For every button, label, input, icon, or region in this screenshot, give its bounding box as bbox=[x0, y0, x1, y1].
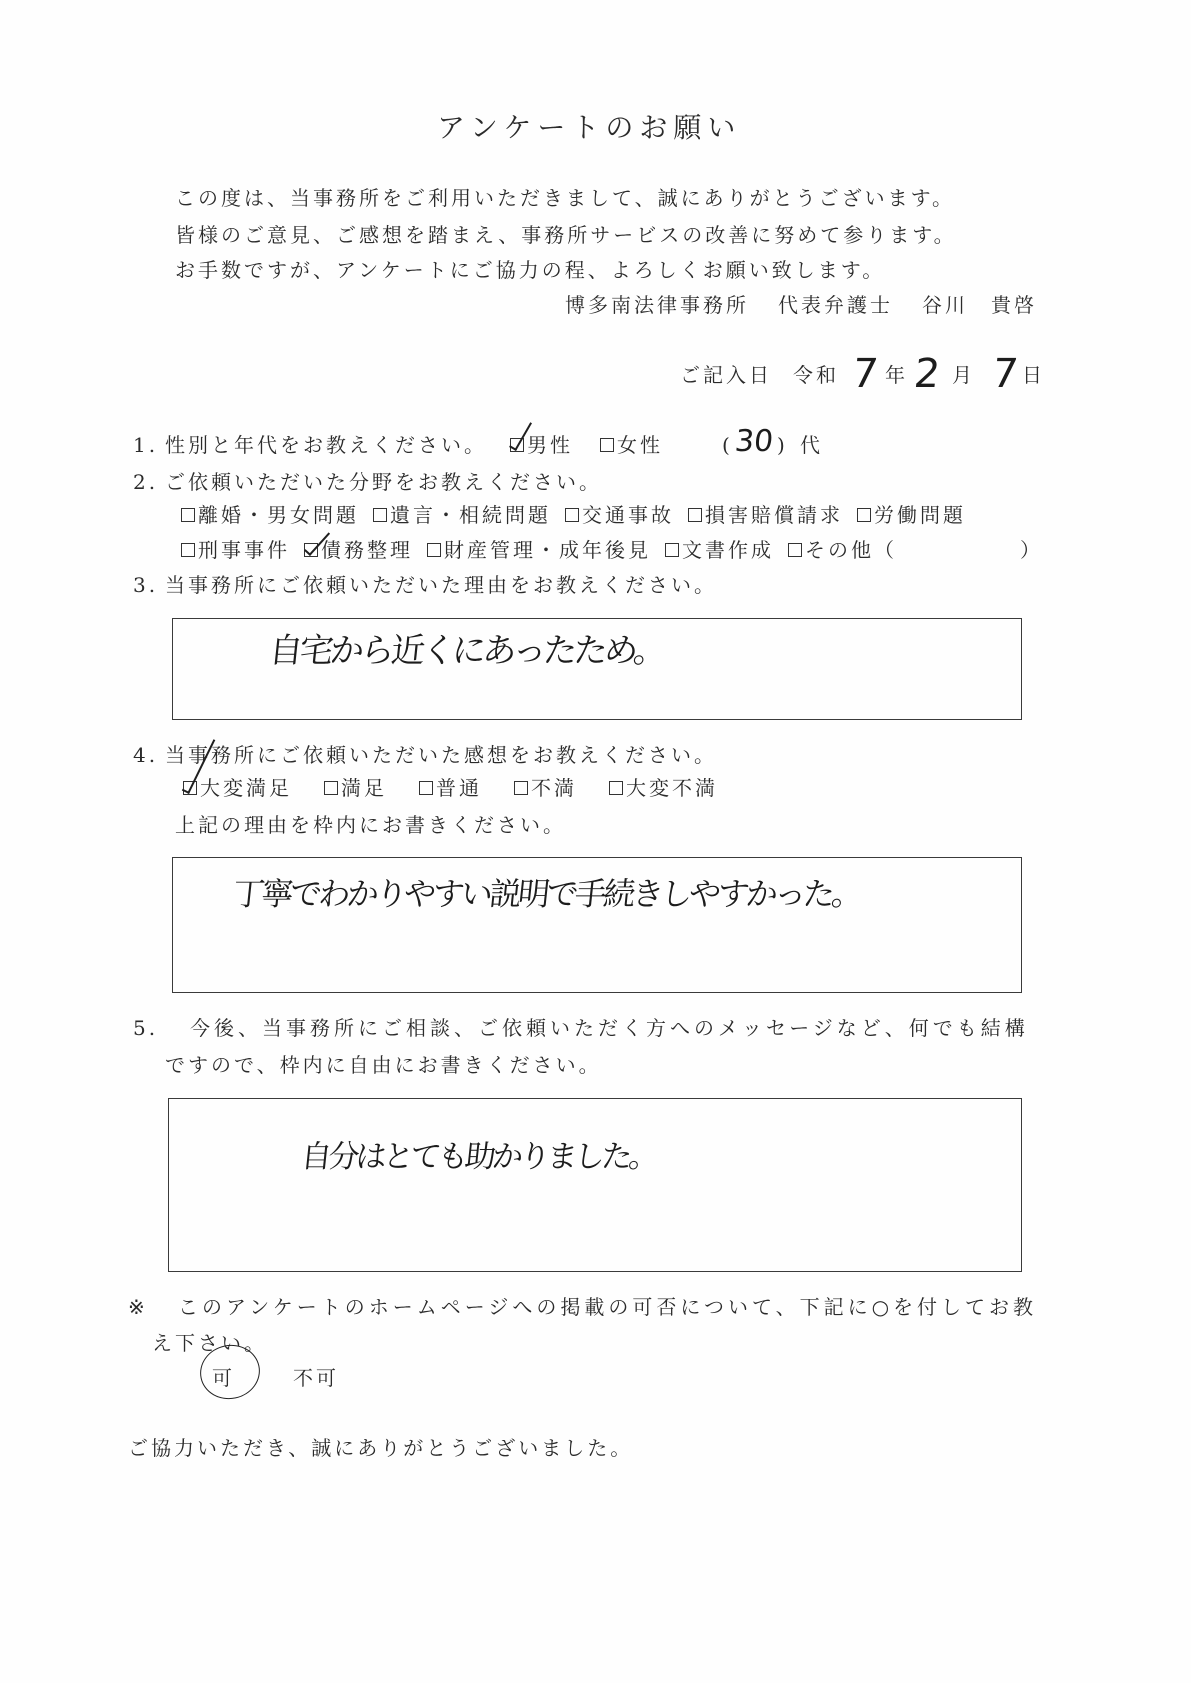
option-label: 財産管理・成年後見 bbox=[444, 538, 651, 562]
answer-text: 丁寧でわかりやすい説明で手続きしやすかった。 bbox=[231, 875, 863, 913]
option-label: 大変満足 bbox=[200, 776, 292, 800]
option-label: 刑事事件 bbox=[198, 538, 290, 562]
option-label: 不満 bbox=[531, 776, 577, 800]
checkbox[interactable] bbox=[304, 543, 318, 557]
checkbox[interactable] bbox=[181, 543, 195, 557]
option-label: 男性 bbox=[527, 433, 573, 457]
signer-role: 代表弁護士 bbox=[778, 293, 893, 317]
other-open-paren: （ bbox=[874, 538, 897, 562]
entry-date-label: ご記入日 bbox=[680, 363, 772, 387]
age-value[interactable]: 30 bbox=[733, 424, 775, 459]
option-disallow[interactable]: 不可 bbox=[293, 1366, 339, 1390]
page-title: アンケートのお願い bbox=[437, 111, 742, 144]
day-unit: 日 bbox=[1022, 363, 1045, 387]
option-labor[interactable] bbox=[857, 501, 966, 529]
option-damages-claim[interactable] bbox=[688, 501, 843, 529]
option-allow[interactable]: 可 bbox=[212, 1366, 235, 1390]
option-label: 大変不満 bbox=[626, 776, 718, 800]
checkbox[interactable] bbox=[688, 508, 702, 522]
year-value[interactable]: 7 bbox=[849, 351, 881, 397]
checkbox[interactable] bbox=[514, 781, 528, 795]
option-male[interactable] bbox=[510, 431, 573, 459]
intro-line: この度は、当事務所をご利用いただきまして、誠にありがとうございます。 bbox=[175, 186, 955, 210]
option-female[interactable] bbox=[600, 431, 663, 459]
option-label: その他 bbox=[805, 538, 874, 562]
intro-line: 皆様のご意見、ご感想を踏まえ、事務所サービスの改善に努めて参ります。 bbox=[175, 223, 957, 247]
option-label: 普通 bbox=[436, 776, 482, 800]
question-text: 今後、当事務所にご相談、ご依頼いただく方へのメッセージなど、何でも結構 bbox=[190, 1016, 1029, 1040]
option-traffic-accident[interactable] bbox=[565, 501, 674, 529]
option-document-drafting[interactable] bbox=[665, 536, 774, 564]
question-text: 当事務所にご依頼いただいた理由をお教えください。 bbox=[165, 573, 717, 597]
option-guardianship[interactable] bbox=[427, 536, 651, 564]
checkbox[interactable] bbox=[419, 781, 433, 795]
signer-name: 谷川 貴啓 bbox=[922, 293, 1037, 317]
checkbox[interactable] bbox=[665, 543, 679, 557]
option-very-satisfied[interactable] bbox=[183, 774, 292, 802]
question-number: 3. bbox=[133, 573, 159, 597]
field-options-row bbox=[181, 501, 966, 529]
question-text: ご依頼いただいた分野をお教えください。 bbox=[165, 470, 602, 494]
checkbox[interactable] bbox=[600, 438, 614, 452]
answer-text: 自宅から近くにあったため。 bbox=[267, 631, 667, 671]
option-dissatisfied[interactable] bbox=[514, 774, 577, 802]
checkbox[interactable] bbox=[565, 508, 579, 522]
option-label: 債務整理 bbox=[321, 538, 413, 562]
note-text: このアンケートのホームページへの掲載の可否について、下記に○を付してお教 bbox=[178, 1295, 1038, 1319]
option-label: 損害賠償請求 bbox=[705, 503, 843, 527]
checkbox[interactable] bbox=[373, 508, 387, 522]
option-label: 満足 bbox=[341, 776, 387, 800]
checkbox[interactable] bbox=[181, 508, 195, 522]
question-number: 4. bbox=[133, 743, 159, 767]
age-open-paren: ( bbox=[722, 433, 733, 457]
day-value[interactable]: 7 bbox=[989, 351, 1021, 397]
answer-box[interactable] bbox=[172, 618, 1022, 720]
option-very-dissatisfied[interactable] bbox=[609, 774, 718, 802]
checkbox[interactable] bbox=[609, 781, 623, 795]
checkbox[interactable] bbox=[427, 543, 441, 557]
era-label: 令和 bbox=[793, 363, 839, 387]
intro-line: お手数ですが、アンケートにご協力の程、よろしくお願い致します。 bbox=[175, 258, 886, 282]
option-neutral[interactable] bbox=[419, 774, 482, 802]
age-close-paren: ) bbox=[777, 433, 788, 457]
year-unit: 年 bbox=[885, 363, 908, 387]
option-label: 離婚・男女問題 bbox=[198, 503, 359, 527]
checkbox[interactable] bbox=[324, 781, 338, 795]
option-divorce[interactable] bbox=[181, 501, 359, 529]
checkbox[interactable] bbox=[788, 543, 802, 557]
month-value[interactable]: 2 bbox=[911, 351, 943, 397]
option-label: 文書作成 bbox=[682, 538, 774, 562]
question-number: 2. bbox=[133, 470, 159, 494]
option-other[interactable] bbox=[788, 536, 897, 564]
option-label: 女性 bbox=[617, 433, 663, 457]
question-text: ですので、枠内に自由にお書きください。 bbox=[165, 1053, 602, 1077]
question-number: 1. bbox=[133, 433, 159, 457]
answer-box[interactable] bbox=[172, 857, 1022, 993]
option-label: 労働問題 bbox=[874, 503, 966, 527]
note-text: え下さい。 bbox=[152, 1331, 267, 1355]
firm-name: 博多南法律事務所 bbox=[565, 293, 749, 317]
question-text: 性別と年代をお教えください。 bbox=[165, 433, 487, 457]
option-debt-settlement[interactable] bbox=[304, 536, 413, 564]
other-close-paren: ） bbox=[1020, 538, 1043, 562]
option-label: 遺言・相続問題 bbox=[390, 503, 551, 527]
satisfaction-options-row bbox=[183, 774, 718, 802]
option-satisfied[interactable] bbox=[324, 774, 387, 802]
checkbox[interactable] bbox=[183, 781, 197, 795]
answer-text: 自分はとても助かりました。 bbox=[299, 1139, 658, 1175]
option-label: 交通事故 bbox=[582, 503, 674, 527]
answer-box[interactable] bbox=[168, 1098, 1022, 1272]
age-unit: 代 bbox=[800, 433, 823, 457]
question-instruction: 上記の理由を枠内にお書きください。 bbox=[175, 813, 566, 837]
checkbox[interactable] bbox=[510, 438, 524, 452]
option-criminal[interactable] bbox=[181, 536, 290, 564]
question-text: 当事務所にご依頼いただいた感想をお教えください。 bbox=[165, 743, 717, 767]
closing-text: ご協力いただき、誠にありがとうございました。 bbox=[128, 1436, 634, 1460]
month-unit: 月 bbox=[952, 363, 975, 387]
question-number: 5. bbox=[133, 1016, 159, 1040]
field-options-row bbox=[181, 536, 897, 564]
note-mark: ※ bbox=[128, 1295, 148, 1319]
checkbox[interactable] bbox=[857, 508, 871, 522]
option-inheritance[interactable] bbox=[373, 501, 551, 529]
